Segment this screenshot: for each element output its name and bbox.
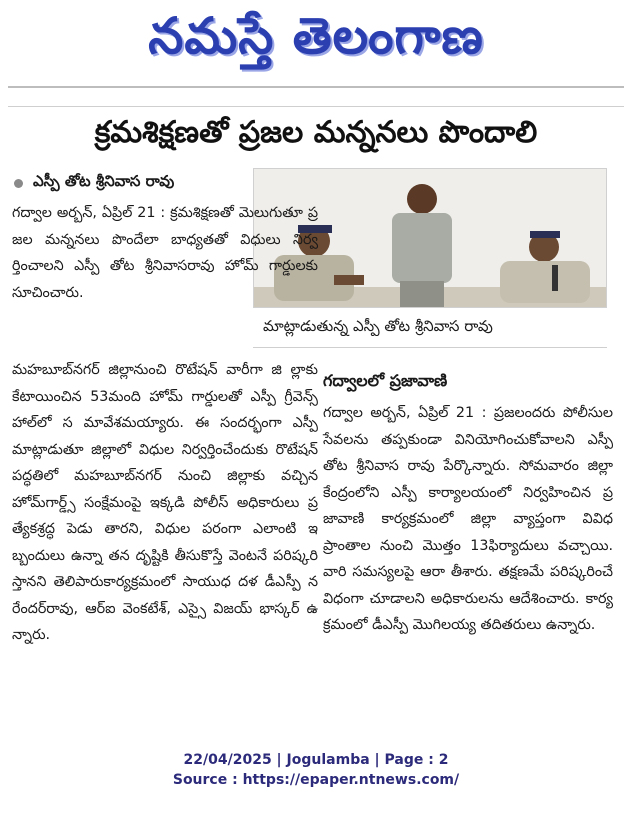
- article-body-lower: మహబూబ్‌నగర్ జిల్లానుంచి రొటేషన్ వారీగా జి ల్లాకు కేటాయించిన 53మంది హోమ్ గార్డులతో ఎస్పీ గ్రీవెన్స్ హాల్‌లో స మావేశమయ్యారు. ఈ సందర్భంగా ఎస్పీ మాట్లాడుతూ జిల్లాలో విధుల నిర్వర్తించేందుకు రొటేషన్ పద్ధతిలో మహబూబ్‌నగర్ నుంచి జిల్లాకు వచ్చిన హోమ్‌గార్డ్స్ సంక్షేమంపై ఇక్కడి పోలీస్ అధికారులు ప్రత్యేకశ్రద్ధ పెడు తారని, విధుల పరంగా ఎలాంటి ఇబ్బందులు ఉన్నా తన దృష్టికి తీసుకొస్తే వెంటనే పరిష్కరి స్తానని తెలిపారుకార్యక్రమంలో సాయుధ దళ డీఎస్పీ నరేందర్‌రావు, ఆర్‌ఐ వెంకటేశ్, ఎస్సై విజయ్ భాస్కర్ ఉన్నారు.: [12, 362, 318, 643]
- photo-caption: మాట్లాడుతున్న ఎస్పీ తోట శ్రీనివాస రావు: [253, 308, 607, 348]
- headline-rule: [8, 106, 624, 107]
- footer-date-edition: 22/04/2025 | Jogulamba | Page : 2: [183, 752, 449, 768]
- masthead-title: నమస్తే తెలంగాణ: [148, 6, 484, 65]
- byline: [14, 170, 250, 196]
- masthead: [0, 0, 632, 84]
- footer-source: Source : https://epaper.ntnews.com/: [172, 772, 460, 788]
- article-body-top: గద్వాల అర్బన్, ఏప్రిల్ 21 : క్రమశిక్షణతో మెలుగుతూ ప్రజల మన్ననలు పొందేలా బాధ్యతతో విధులు నిర్వర్తించాలని ఎస్పీ తోట శ్రీనివాసరావు హోమ్ గార్డులకు సూచించారు.: [12, 205, 318, 301]
- sidebar-story-title: గద్వాలలో ప్రజావాణి: [323, 370, 448, 390]
- article-headline: క్రమశిక్షణతో ప్రజల మన్ననలు పొందాలి: [94, 115, 538, 150]
- byline-text: ఎస్పీ తోట శ్రీనివాస రావు: [33, 172, 175, 190]
- masthead-rule: [8, 86, 624, 88]
- sidebar-story-body: గద్వాల అర్బన్, ఏప్రిల్ 21 : ప్రజలందరు పోలీసుల సేవలను తప్పకుండా వినియోగించుకోవాలని ఎస్పీ తోట శ్రీనివాస రావు పేర్కొన్నారు. సోమవారం జిల్లా కేంద్రంలోని ఎస్పీ కార్యాలయంలో నిర్వహించిన ప్రజావాణి కార్యక్రమంలో జిల్లా వ్యాప్తంగా వివిధ ప్రాంతాల నుంచి మొత్తం 13ఫిర్యాదులు వచ్చాయి. వారి సమస్యలపై ఆరా తీశారు. తక్షణమే పరిష్కరించే విధంగా చూడాలని అధికారులను ఆదేశించారు. కార్యక్రమంలో డీఎస్పీ మొగిలయ్య తదితరులు ఉన్నారు.: [323, 405, 613, 633]
- bullet-icon: [14, 179, 23, 188]
